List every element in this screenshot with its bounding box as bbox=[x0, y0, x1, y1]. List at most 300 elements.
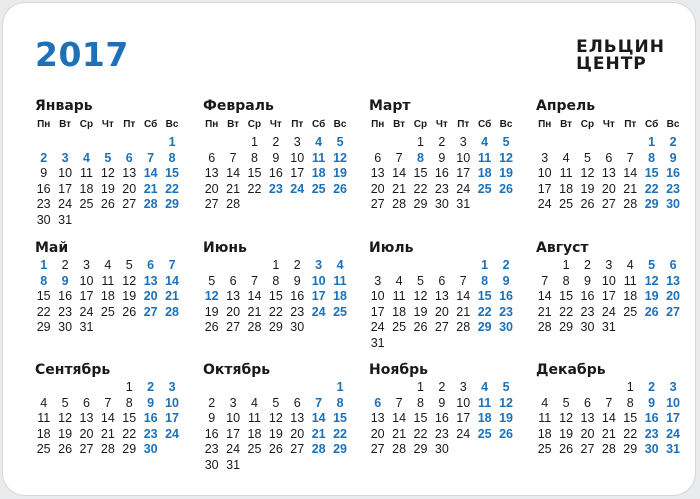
day-cell: 2 bbox=[61, 258, 69, 272]
week-row bbox=[534, 274, 688, 290]
day-cell: 4 bbox=[315, 135, 323, 149]
day-cell: 15 bbox=[413, 166, 428, 180]
day-cell: 6 bbox=[293, 395, 301, 410]
day-cell bbox=[308, 197, 329, 213]
day-cell: 27 bbox=[370, 197, 385, 211]
day-cell: 31 bbox=[456, 197, 471, 211]
day-cell: 11 bbox=[37, 411, 51, 425]
day-cell bbox=[367, 258, 388, 274]
day-cell bbox=[410, 336, 431, 352]
day-cell bbox=[367, 135, 388, 151]
day-cell: 3 bbox=[374, 273, 382, 288]
weekday-header bbox=[534, 116, 688, 134]
day-cell bbox=[76, 380, 97, 396]
day-cell: 15 bbox=[247, 166, 262, 180]
weekday-label: Пн bbox=[37, 119, 51, 130]
weekday-header bbox=[33, 116, 187, 134]
day-cell: 27 bbox=[580, 442, 595, 456]
day-cell: 6 bbox=[669, 258, 677, 272]
day-cell: 19 bbox=[100, 181, 115, 196]
day-cell: 21 bbox=[623, 181, 638, 196]
day-cell: 11 bbox=[392, 289, 406, 303]
day-cell: 3 bbox=[229, 395, 237, 410]
weekday-label: Вс bbox=[165, 119, 179, 130]
day-cell: 2 bbox=[502, 258, 510, 272]
week-row bbox=[367, 442, 521, 458]
day-cell: 8 bbox=[336, 395, 344, 410]
day-cell: 22 bbox=[644, 181, 659, 196]
week-row bbox=[367, 166, 521, 182]
day-cell: 23 bbox=[580, 304, 595, 319]
day-cell: 20 bbox=[79, 426, 94, 441]
day-cell: 13 bbox=[204, 166, 219, 180]
day-cell: 24 bbox=[311, 304, 326, 319]
month-name: Май bbox=[35, 240, 69, 256]
day-cell: 3 bbox=[315, 258, 323, 272]
day-cell: 12 bbox=[644, 273, 659, 288]
day-cell: 28 bbox=[537, 320, 552, 334]
week-row bbox=[534, 320, 688, 336]
day-cell: 9 bbox=[61, 273, 69, 288]
day-cell: 31 bbox=[226, 457, 241, 472]
day-cell: 14 bbox=[143, 166, 158, 180]
day-cell: 20 bbox=[580, 426, 595, 441]
week-row bbox=[367, 182, 521, 198]
day-cell: 11 bbox=[478, 395, 492, 410]
day-cell bbox=[119, 213, 140, 229]
day-cell: 19 bbox=[413, 304, 428, 319]
day-cell bbox=[329, 458, 350, 474]
day-cell: 24 bbox=[58, 197, 73, 211]
week-row bbox=[534, 411, 688, 427]
day-cell: 28 bbox=[601, 442, 616, 456]
week-row bbox=[33, 135, 187, 151]
day-cell: 18 bbox=[311, 166, 326, 180]
day-cell bbox=[76, 213, 97, 229]
day-cell: 12 bbox=[58, 411, 73, 425]
month-block bbox=[201, 238, 355, 336]
week-row bbox=[534, 289, 688, 305]
day-cell: 19 bbox=[580, 181, 595, 196]
day-cell: 17 bbox=[311, 289, 326, 303]
day-cell: 8 bbox=[40, 273, 48, 288]
day-cell: 2 bbox=[293, 258, 301, 272]
day-cell: 15 bbox=[268, 289, 283, 303]
day-cell: 3 bbox=[293, 135, 301, 149]
day-cell: 22 bbox=[623, 426, 638, 441]
day-cell: 7 bbox=[315, 395, 323, 410]
day-cell: 23 bbox=[434, 426, 449, 441]
day-cell: 6 bbox=[83, 395, 90, 410]
day-cell bbox=[265, 458, 286, 474]
month-name: Июнь bbox=[203, 240, 247, 256]
week-row bbox=[33, 258, 187, 274]
day-cell bbox=[97, 380, 118, 396]
week-row bbox=[534, 427, 688, 443]
day-cell: 23 bbox=[666, 181, 680, 196]
day-cell: 2 bbox=[438, 135, 446, 149]
day-cell: 17 bbox=[456, 411, 471, 425]
week-row bbox=[534, 182, 688, 198]
day-cell: 15 bbox=[559, 289, 574, 303]
brand-logo bbox=[576, 39, 665, 73]
day-cell: 30 bbox=[58, 320, 73, 334]
day-cell: 24 bbox=[601, 304, 616, 319]
day-cell bbox=[453, 336, 474, 352]
day-cell: 12 bbox=[580, 166, 595, 180]
day-cell: 25 bbox=[247, 442, 262, 456]
day-cell: 15 bbox=[477, 289, 492, 303]
day-cell: 4 bbox=[83, 150, 90, 165]
weekday-label: Ср bbox=[413, 119, 428, 130]
day-cell: 14 bbox=[165, 273, 179, 288]
day-cell bbox=[265, 197, 286, 213]
day-cell: 28 bbox=[143, 197, 158, 211]
day-cell: 24 bbox=[456, 181, 471, 196]
day-cell: 24 bbox=[370, 320, 385, 334]
day-cell: 6 bbox=[438, 273, 446, 288]
day-cell: 10 bbox=[370, 289, 385, 303]
day-cell: 13 bbox=[79, 411, 94, 425]
weekday-label: Сб bbox=[478, 119, 492, 130]
day-cell: 22 bbox=[122, 426, 137, 441]
day-cell: 29 bbox=[477, 320, 492, 334]
day-cell: 31 bbox=[601, 320, 616, 334]
day-cell: 5 bbox=[502, 380, 510, 394]
day-cell: 5 bbox=[104, 150, 112, 165]
week-row bbox=[33, 427, 187, 443]
week-row bbox=[367, 320, 521, 336]
day-cell: 1 bbox=[562, 258, 570, 272]
month-name: Ноябрь bbox=[369, 362, 428, 378]
day-cell: 15 bbox=[122, 411, 137, 425]
week-row bbox=[367, 427, 521, 443]
day-cell: 2 bbox=[208, 395, 216, 410]
day-cell: 27 bbox=[122, 197, 137, 211]
day-cell: 16 bbox=[58, 289, 73, 303]
weekday-label: Чт bbox=[269, 119, 282, 130]
day-cell: 3 bbox=[669, 380, 677, 394]
day-cell: 19 bbox=[204, 304, 219, 319]
day-cell: 10 bbox=[79, 273, 94, 288]
day-cell: 17 bbox=[290, 166, 305, 180]
day-cell: 7 bbox=[541, 273, 549, 288]
day-cell: 1 bbox=[626, 380, 634, 394]
day-cell bbox=[367, 380, 388, 396]
day-cell: 9 bbox=[272, 150, 280, 165]
day-cell: 18 bbox=[392, 304, 407, 319]
day-cell: 17 bbox=[226, 426, 241, 441]
weekday-label: Сб bbox=[312, 119, 326, 130]
calendar-card bbox=[3, 3, 695, 495]
day-cell: 22 bbox=[413, 181, 428, 196]
week-row bbox=[367, 380, 521, 396]
day-cell: 3 bbox=[459, 135, 467, 149]
day-cell: 19 bbox=[122, 289, 137, 303]
day-cell bbox=[119, 135, 140, 151]
day-cell: 14 bbox=[601, 411, 616, 425]
day-cell bbox=[534, 258, 555, 274]
day-cell: 6 bbox=[208, 150, 216, 165]
day-cell: 3 bbox=[541, 150, 549, 165]
month-name: Август bbox=[536, 240, 589, 256]
day-cell: 8 bbox=[417, 150, 424, 165]
day-cell: 8 bbox=[481, 273, 489, 288]
day-cell: 14 bbox=[623, 166, 638, 180]
brand-line-2: ЦЕНТР bbox=[576, 54, 647, 74]
week-row bbox=[201, 396, 355, 412]
day-cell: 23 bbox=[268, 181, 283, 196]
day-cell: 14 bbox=[311, 411, 326, 425]
weekday-label: Пн bbox=[205, 119, 219, 130]
day-cell: 22 bbox=[268, 304, 283, 319]
day-cell bbox=[161, 213, 182, 229]
weekday-label: Вс bbox=[333, 119, 347, 130]
day-cell: 14 bbox=[456, 289, 471, 303]
day-cell: 26 bbox=[499, 181, 513, 196]
day-cell: 5 bbox=[208, 273, 216, 288]
day-cell: 1 bbox=[272, 258, 280, 272]
day-cell: 19 bbox=[499, 411, 513, 425]
week-row bbox=[367, 197, 521, 213]
day-cell: 24 bbox=[79, 304, 94, 319]
day-cell: 30 bbox=[666, 197, 680, 211]
day-cell: 28 bbox=[226, 197, 241, 211]
weekday-label: Пн bbox=[371, 119, 385, 130]
day-cell bbox=[495, 197, 516, 213]
week-row bbox=[534, 396, 688, 412]
weekday-label: Чт bbox=[435, 119, 448, 130]
month-name: Сентябрь bbox=[35, 362, 111, 378]
week-row bbox=[33, 411, 187, 427]
day-cell bbox=[244, 258, 265, 274]
day-cell: 14 bbox=[226, 166, 241, 180]
day-cell: 11 bbox=[333, 273, 347, 288]
week-row bbox=[33, 305, 187, 321]
day-cell: 28 bbox=[311, 442, 326, 456]
day-cell: 13 bbox=[122, 166, 137, 180]
day-cell: 7 bbox=[626, 150, 634, 165]
day-cell bbox=[33, 380, 54, 396]
week-row bbox=[367, 258, 521, 274]
day-cell: 9 bbox=[669, 150, 677, 165]
year-title: 2017 bbox=[35, 35, 129, 74]
day-cell bbox=[265, 380, 286, 396]
day-cell: 28 bbox=[456, 320, 471, 334]
month-block bbox=[534, 360, 688, 458]
day-cell: 21 bbox=[601, 426, 616, 441]
day-cell: 7 bbox=[251, 273, 258, 288]
day-cell bbox=[555, 135, 576, 151]
day-cell: 19 bbox=[499, 166, 513, 180]
day-cell: 21 bbox=[100, 426, 115, 441]
week-row bbox=[367, 274, 521, 290]
day-cell: 8 bbox=[417, 395, 424, 410]
day-cell: 29 bbox=[413, 442, 428, 456]
week-row bbox=[33, 213, 187, 229]
week-row bbox=[33, 289, 187, 305]
day-cell bbox=[495, 442, 516, 458]
day-cell: 12 bbox=[100, 166, 115, 180]
day-cell: 17 bbox=[456, 166, 471, 180]
day-cell: 25 bbox=[100, 304, 115, 319]
day-cell: 1 bbox=[40, 258, 48, 272]
day-cell: 23 bbox=[58, 304, 73, 319]
day-cell: 3 bbox=[83, 258, 90, 272]
weekday-label: Ср bbox=[247, 119, 262, 130]
day-cell: 7 bbox=[168, 258, 176, 272]
day-cell: 26 bbox=[644, 304, 659, 319]
day-cell: 6 bbox=[374, 395, 382, 410]
day-cell: 29 bbox=[165, 197, 179, 211]
week-row bbox=[367, 289, 521, 305]
day-cell: 8 bbox=[648, 150, 656, 165]
day-cell: 26 bbox=[122, 304, 137, 319]
day-cell: 17 bbox=[58, 181, 73, 196]
day-cell: 30 bbox=[434, 197, 449, 211]
week-row bbox=[367, 336, 521, 352]
day-cell: 27 bbox=[79, 442, 94, 456]
week-row bbox=[367, 305, 521, 321]
day-cell: 11 bbox=[79, 166, 93, 180]
weekday-label: Вс bbox=[666, 119, 680, 130]
day-cell: 2 bbox=[648, 380, 656, 394]
week-row bbox=[201, 305, 355, 321]
day-cell: 24 bbox=[456, 426, 471, 441]
day-cell: 15 bbox=[36, 289, 51, 303]
day-cell: 18 bbox=[477, 166, 492, 180]
day-cell: 14 bbox=[247, 289, 262, 303]
day-cell: 16 bbox=[143, 411, 158, 425]
day-cell bbox=[453, 442, 474, 458]
day-cell: 27 bbox=[143, 304, 158, 319]
day-cell: 18 bbox=[333, 289, 347, 303]
day-cell: 6 bbox=[125, 150, 133, 165]
day-cell: 15 bbox=[623, 411, 638, 425]
day-cell: 18 bbox=[559, 181, 574, 196]
day-cell: 28 bbox=[165, 304, 179, 319]
day-cell: 24 bbox=[290, 181, 305, 196]
weekday-label: Пн bbox=[538, 119, 552, 130]
day-cell: 1 bbox=[168, 135, 176, 149]
week-row bbox=[33, 320, 187, 336]
day-cell: 1 bbox=[125, 380, 133, 394]
weekday-header bbox=[367, 116, 521, 134]
day-cell: 25 bbox=[477, 181, 492, 196]
day-cell: 29 bbox=[559, 320, 574, 334]
day-cell: 28 bbox=[247, 320, 262, 334]
day-cell: 4 bbox=[395, 273, 403, 288]
day-cell: 5 bbox=[417, 273, 424, 288]
day-cell: 21 bbox=[537, 304, 552, 319]
weekday-label: Вт bbox=[560, 119, 573, 130]
day-cell: 7 bbox=[395, 395, 403, 410]
week-row bbox=[201, 197, 355, 213]
month-block bbox=[367, 96, 521, 213]
day-cell bbox=[474, 442, 495, 458]
day-cell: 16 bbox=[434, 411, 449, 425]
weekday-label: Ср bbox=[580, 119, 595, 130]
day-cell: 10 bbox=[226, 411, 241, 425]
day-cell: 5 bbox=[502, 135, 510, 149]
day-cell: 4 bbox=[336, 258, 344, 272]
weekday-label: Вс bbox=[499, 119, 513, 130]
day-cell bbox=[431, 258, 452, 274]
day-cell: 30 bbox=[499, 320, 513, 334]
day-cell: 10 bbox=[311, 273, 326, 288]
day-cell: 27 bbox=[370, 442, 385, 456]
day-cell bbox=[76, 135, 97, 151]
day-cell: 29 bbox=[623, 442, 638, 456]
day-cell: 30 bbox=[290, 320, 305, 334]
day-cell bbox=[140, 320, 161, 336]
day-cell: 29 bbox=[122, 442, 137, 456]
day-cell: 12 bbox=[204, 289, 219, 303]
day-cell bbox=[97, 320, 118, 336]
day-cell: 10 bbox=[537, 166, 552, 180]
day-cell bbox=[577, 380, 598, 396]
day-cell: 1 bbox=[481, 258, 489, 272]
day-cell: 29 bbox=[333, 442, 347, 456]
day-cell: 28 bbox=[623, 197, 638, 211]
day-cell: 31 bbox=[666, 442, 680, 456]
day-cell bbox=[555, 380, 576, 396]
day-cell bbox=[534, 380, 555, 396]
day-cell bbox=[244, 197, 265, 213]
day-cell: 10 bbox=[456, 395, 471, 410]
day-cell: 26 bbox=[268, 442, 283, 456]
week-row bbox=[534, 442, 688, 458]
day-cell: 23 bbox=[499, 304, 513, 319]
day-cell: 11 bbox=[312, 150, 326, 165]
day-cell: 17 bbox=[601, 289, 616, 303]
day-cell bbox=[140, 135, 161, 151]
day-cell: 15 bbox=[165, 166, 179, 180]
day-cell: 9 bbox=[208, 411, 216, 425]
day-cell: 25 bbox=[79, 197, 94, 211]
week-row bbox=[201, 151, 355, 167]
day-cell: 29 bbox=[36, 320, 51, 334]
day-cell: 21 bbox=[456, 304, 471, 319]
day-cell: 13 bbox=[370, 411, 385, 425]
week-row bbox=[33, 396, 187, 412]
day-cell: 20 bbox=[666, 289, 680, 303]
day-cell: 15 bbox=[644, 166, 659, 180]
day-cell: 23 bbox=[434, 181, 449, 196]
day-cell: 1 bbox=[648, 135, 656, 149]
day-cell: 8 bbox=[562, 273, 570, 288]
day-cell: 16 bbox=[666, 166, 680, 180]
day-cell: 4 bbox=[626, 258, 634, 272]
day-cell: 5 bbox=[272, 395, 280, 410]
day-cell bbox=[431, 336, 452, 352]
day-cell bbox=[620, 320, 641, 336]
day-cell: 19 bbox=[559, 426, 574, 441]
day-cell: 26 bbox=[559, 442, 574, 456]
weekday-label: Ср bbox=[79, 119, 94, 130]
day-cell: 13 bbox=[143, 273, 158, 288]
day-cell: 31 bbox=[79, 320, 94, 334]
week-row bbox=[201, 289, 355, 305]
day-cell bbox=[329, 197, 350, 213]
day-cell: 19 bbox=[644, 289, 659, 303]
day-cell: 13 bbox=[226, 289, 241, 303]
day-cell: 17 bbox=[537, 181, 552, 196]
day-cell bbox=[308, 380, 329, 396]
week-row bbox=[33, 197, 187, 213]
day-cell bbox=[388, 336, 409, 352]
day-cell: 7 bbox=[229, 150, 237, 165]
